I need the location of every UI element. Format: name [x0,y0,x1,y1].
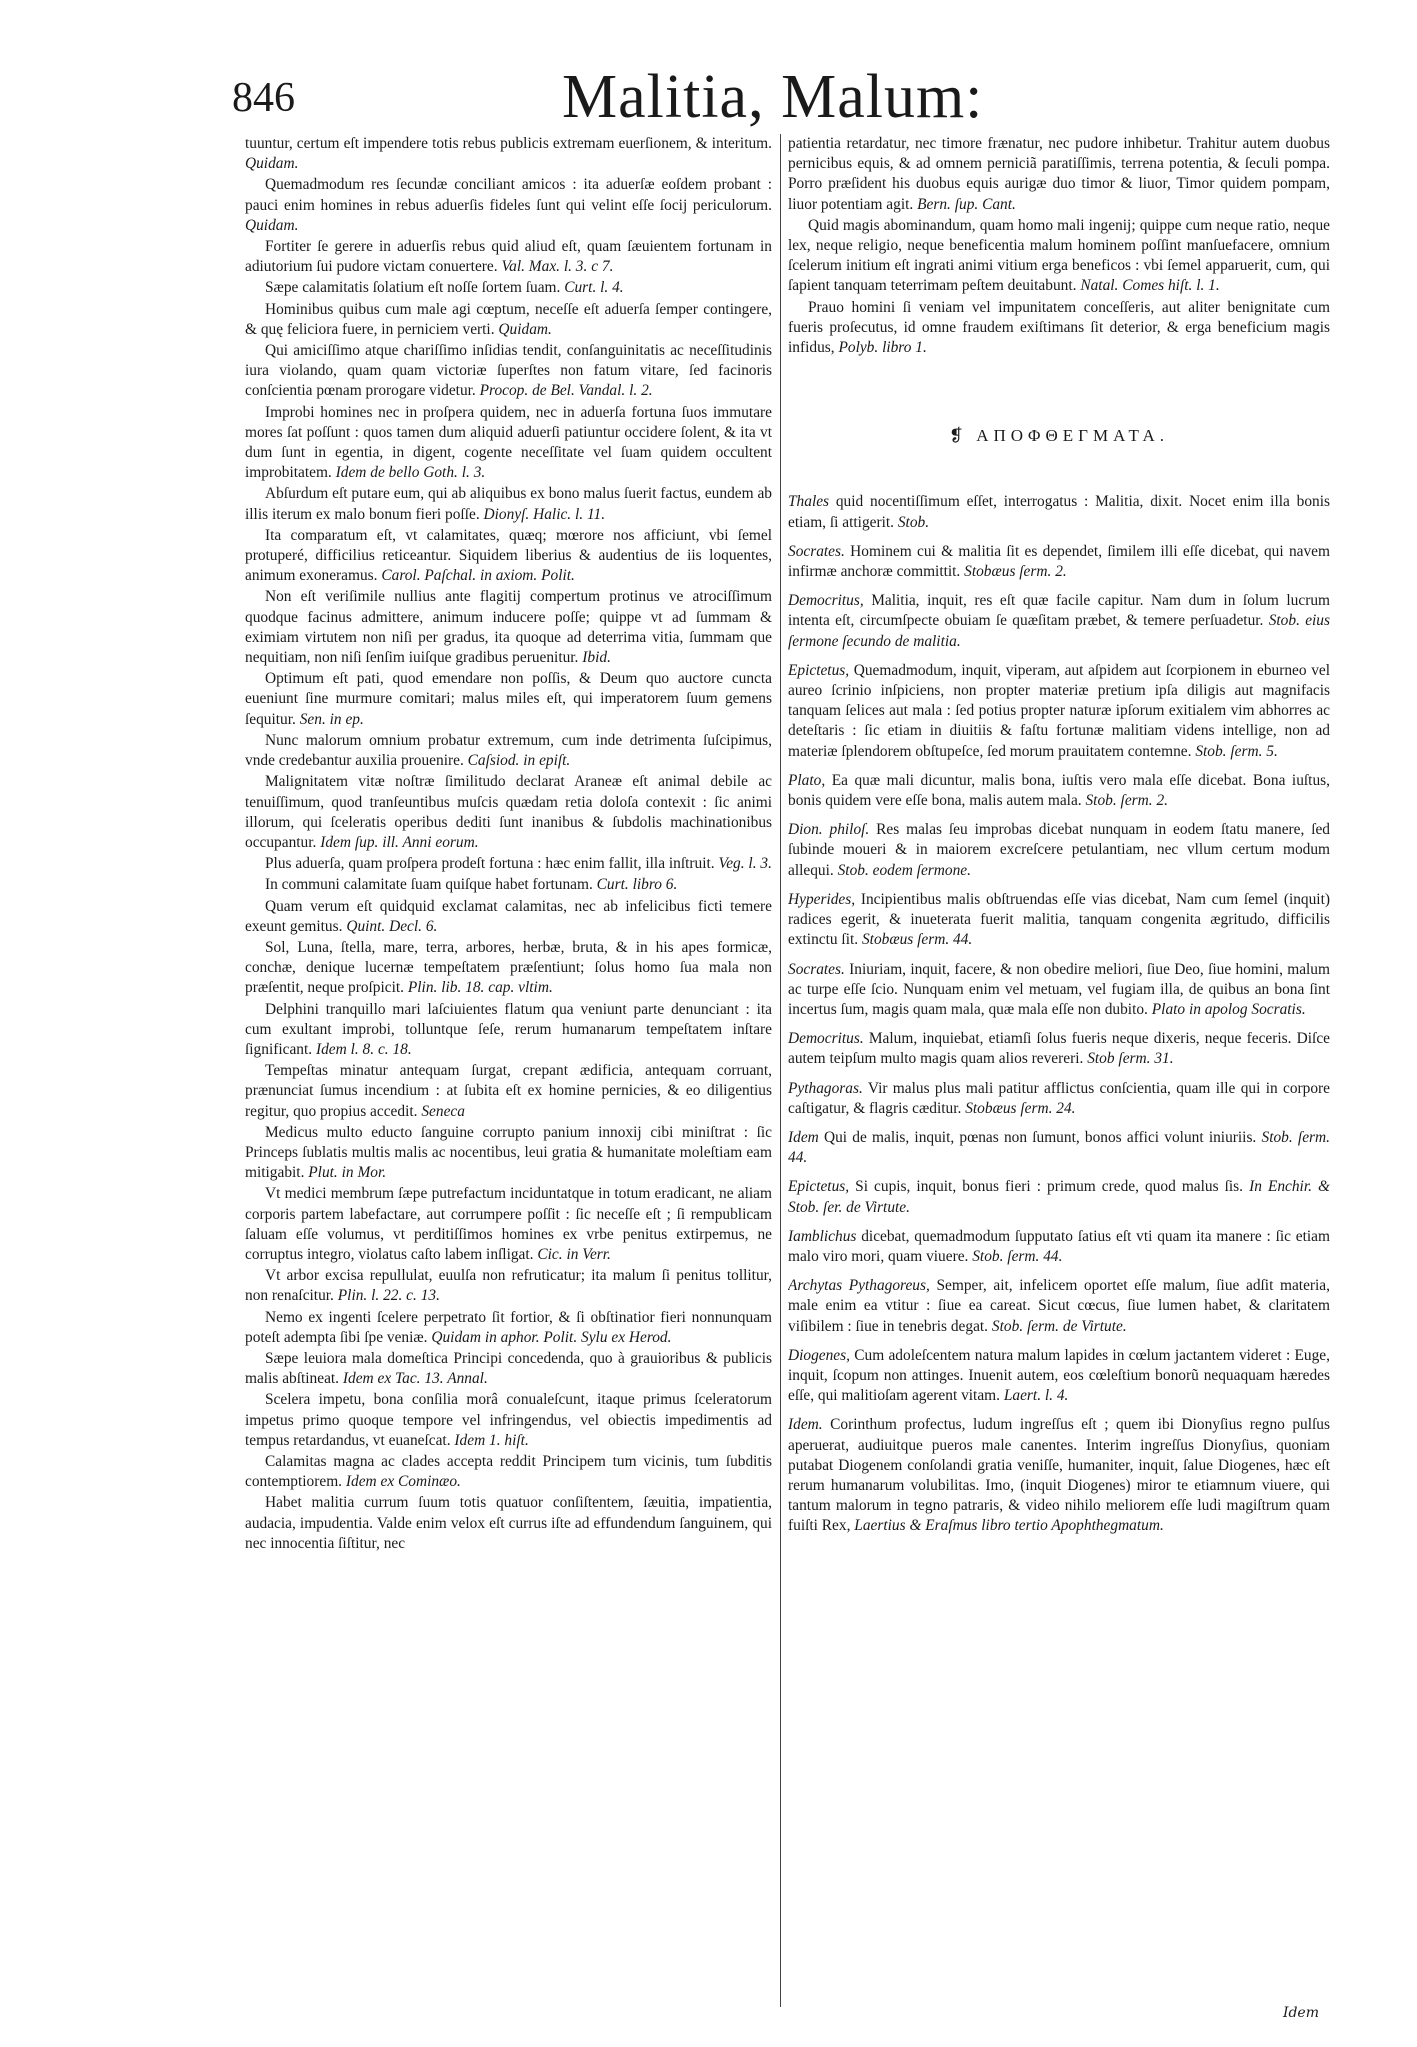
paragraph [245,731,772,771]
source-citation: Carol. Paſchal. in axiom. Polit. [381,567,575,585]
right-column-prose [788,134,1330,358]
speaker-name: Democritus, [788,592,864,610]
apophthegm [788,1415,1330,1536]
paragraph [245,175,772,236]
source-citation: Curt. l. 4. [564,279,624,297]
source-citation: Stobæus ſerm. 2. [964,563,1067,581]
section-heading-text: ΑΠΟΦΘΕΓΜΑΤΑ. [976,426,1170,446]
paragraph-text: Tempeſtas minatur antequam ſurgat, crepant ædificia, antequam corruant, prænunciat ſumus incendium : at ſubita eſt ex homine pernicies, & eo diligentius regitur, quo propius accedit. [245,1062,772,1120]
paragraph-text: Malignitatem vitæ noſtræ ſimilitudo declarat Araneæ eſt animal debile ac tenuiſſimum, quod tranſeuntibus muſcis quædam retia doloſa contexit : ſic animi illorum, qui ſceleratis operibus dediti ſunt inanibus & ſubdolis machinationibus occupantur. [245,773,772,851]
apophthegm [788,1276,1330,1337]
apophthegm [788,1346,1330,1407]
paragraph [788,298,1330,359]
paragraph-text: Delphini tranquillo mari laſciuientes flatum qua veniunt parte denunciant : ita cum exultant improbi, tolluntque ſeſe, rerum humanarum tempeſtatem inſtare ſignificant. [245,1000,772,1058]
paragraph [245,938,772,999]
source-citation: Idem l. 8. c. 18. [315,1040,412,1058]
apophthegm-list [788,492,1330,1536]
source-citation: Stob. ſerm. 44. [972,1247,1063,1265]
paragraph-text: Iniuriam, inquit, facere, & non obedire meliori, ſiue Deo, ſiue homini, malum ac turpe eſſe ſcio. Nunquam enim vel metuam, vel fugiam illa, de quibus an bona ſint incertus ſum, magis quam mala, quæ mala eſſe non dubito. [788,960,1330,1018]
source-citation: Idem ex Cominæo. [345,1473,461,1491]
paragraph-text: Scelera impetu, bona conſilia morâ conualeſcunt, itaque primus ſceleratorum impetus primo quoque tempore vel infringendus, vel obiectis impedimentis ad tempus retardandus, vt euaneſcat. [245,1391,772,1449]
source-citation: Stob ſerm. 31. [1087,1050,1174,1068]
source-citation: Idem 1. hiſt. [454,1431,529,1449]
paragraph-text: Nemo ex ingenti ſcelere perpetrato ſit fortior, & ſi obſtinatior fieri nonnunquam poteſt adempta ſibi ſpe veniæ. [245,1308,772,1346]
page-number: 846 [232,75,295,121]
paragraph [245,278,772,298]
paragraph [245,237,772,277]
source-citation: Stob. [897,513,930,531]
paragraph-text: Sæpe leuiora mala domeſtica Principi concedenda, quo à grauioribus & publicis malis abſtineat. [245,1349,772,1388]
speaker-name: Thales [788,493,830,511]
speaker-name: Archytas Pythagoreus, [788,1277,930,1295]
source-citation: Val. Max. l. 3. c 7. [501,258,614,276]
source-citation: Quidam. [245,155,299,173]
source-citation: Laert. l. 4. [1003,1387,1069,1405]
source-citation: Stob. ſerm. 44. [788,1128,1330,1167]
source-citation: Idem ex Tac. 13. Annal. [342,1370,488,1388]
paragraph [245,897,772,937]
paragraph-text: Incipientibus malis obſtruendas eſſe vias dicebat, Nam cum ſemel (inquit) radices egerit, & inueterata fuerit malitia, tanquam congenita ægritudo, difficilis extinctu ſit. [788,890,1330,949]
speaker-name: Idem [788,1128,819,1146]
paragraph [245,1349,772,1389]
source-citation: In Enchir. & Stob. ſer. de Virtute. [788,1178,1330,1216]
paragraph [245,484,772,524]
source-citation: Natal. Comes hiſt. l. 1. [1080,277,1220,295]
source-citation: Polyb. libro 1. [838,339,927,357]
paragraph-text: Ita comparatum eſt, vt calamitates, quæq; mœrore nos afficiunt, vbi ſemel protuperé, difficilius reticeantur. Siquidem liberius & audentius de iis loquentes, animum exoneramus. [245,526,772,585]
apophthegm [788,1227,1330,1267]
left-column [245,134,772,2017]
paragraph [245,1390,772,1451]
apophthegm [788,1128,1330,1168]
paragraph-text: Semper, ait, infelicem oportet eſſe malum, ſiue adſit materia, male enim ea vtitur : ſiue ea careat. Sicut cœcus, ſiue lumen habet, & claritatem viſibilem : ſiue in tenebris degat. [788,1277,1330,1335]
source-citation: Stob. eodem ſermone. [837,861,971,879]
apophthegm [788,1029,1330,1069]
paragraph-text: Sæpe calamitatis ſolatium eſt noſſe ſortem ſuam. [265,279,561,297]
running-title: Malitia, Malum: [562,63,984,131]
source-citation: Stob. eius ſermone ſecundo de malitia. [788,612,1330,650]
source-citation: Dionyſ. Halic. l. 11. [483,505,606,523]
paragraph-text: Si cupis, inquit, bonus fieri : primum crede, quod malus ſis. [855,1178,1244,1196]
apophthegm [788,771,1330,811]
paragraph [245,403,772,484]
paragraph-text: Res malas ſeu improbas dicebat nunquam in eodem ſtatu manere, ſed ſubinde moueri & in maiorem excreſcere petulantiam, nec vllum certum modum allequi. [788,821,1330,879]
apophthegm [788,492,1330,532]
speaker-name: Socrates. [788,542,845,560]
paragraph-text: Vt medici membrum ſæpe putrefactum inciduntatque in totum eradicant, ne aliam corporis partem labefactare, aut corrumpere poſſit : ſic neceſſe eſt ; ſi rempublicam ſaluam eſſe volumus, vt perditiſſimos homines ex vrbe penitus extirpemus, ne corruptus integro, violatus caſto labem inſligat. [245,1185,772,1263]
source-citation: Laertius & Eraſmus libro tertio Apophthegmatum. [854,1517,1164,1535]
source-citation: Stobæus ſerm. 24. [965,1099,1076,1117]
paragraph [245,854,772,874]
speaker-name: Dion. philoſ. [788,821,870,839]
paragraph-text: Medicus multo educto ſanguine corrupto panium innoxij cibi miniſtrat : ſic Princeps ſublatis multis malis ac nocentibus, leui gratia & humanitate moleſtiam eam mitigabit. [245,1123,772,1182]
paragraph [245,1123,772,1184]
paragraph [245,341,772,402]
paragraph [788,134,1330,215]
source-citation: Stob. ſerm. de Virtute. [991,1317,1127,1335]
paragraph-text: Cum adoleſcentem natura malum lapides in cœlum jactantem videret : Euge, inquit, ſcopum non attinges. Inuenit autem, eos cœleſtium bonorũ nequaquam hæredes eſſe, qui malitioſam agerent vitam. [788,1346,1330,1405]
paragraph-text: Plus aduerſa, quam proſpera prodeſt fortuna : hæc enim fallit, illa inſtruit. [265,855,715,873]
paragraph [245,1452,772,1492]
section-heading [788,426,1330,446]
paragraph-text: Improbi homines nec in proſpera quidem, nec in aduerſa fortuna ſuos immutare mores ſat poſſunt : quos tamen dum aliquid aduerſi patiuntur occidere ſolent, & ita vt dum ſunt in egentia, in digent, cogente neceſſitate vel ſuam quidem occultent improbitatem. [245,403,772,482]
paragraph [245,1266,772,1306]
paragraph-text: Malum, inquiebat, etiamſi ſolus fueris neque dixeris, neque feceris. Diſce autem teipſum multo magis quam alios revereri. [788,1030,1330,1068]
source-citation: Sen. in ep. [299,710,364,728]
paragraph-text: Vt arbor excisa repullulat, euulſa non refruticatur; ita malum ſi penitus tollitur, non renaſcitur. [245,1267,772,1305]
paragraph-text: quid nocentiſſimum eſſet, interrogatus : Malitia, dixit. Nocet enim illa bonis etiam, ſi attigerit. [788,493,1330,531]
source-citation: Quint. Decl. 6. [346,917,438,935]
paragraph-text: Non eſt veriſimile nullius ante flagitij compertum protinus ve atrociſſimum quodque facinus admittere, animum inducere poſſe; quippe vt ad ſummam & eximiam virtutem non niſi per gradus, ita quoque ad deterrima vitia, ſummam que nequitiam, non niſi ſenſim iuiſque gradibus peruenitur. [245,588,772,667]
paragraph [245,772,772,853]
paragraph-text: Sol, Luna, ſtella, mare, terra, arbores, herbæ, bruta, & in his apes formicæ, conchæ, denique lucernæ tempeſtatem præſentiunt; ſolus homo ſua mala non præſentit, neque proſpicit. [245,938,772,997]
source-citation: Plato in apolog Socratis. [1151,1000,1306,1018]
source-citation: Procop. de Bel. Vandal. l. 2. [479,382,653,400]
pilcrow-icon: ❡ [948,426,969,446]
speaker-name: Epictetus, [788,661,850,679]
paragraph-text: tuuntur, certum eſt impendere totis rebus publicis extremam euerſionem, & interitum. [245,135,772,152]
paragraph-text: Qui de malis, inquit, pœnas non ſumunt, bonos affici volunt iniuriis. [824,1128,1257,1146]
paragraph-text: Qui amiciſſimo atque chariſſimo inſidias tendit, conſanguinitatis ac neceſſitudinis iura violando, quam quam victoriæ ſuperſtes non fatum vitare, ſed facinoris conſcientia pœnam prorogare videtur. [245,342,772,400]
paragraph-text: Calamitas magna ac clades accepta reddit Principem tum vicinis, tum ſubditis contemptiorem. [245,1453,772,1491]
apophthegm [788,820,1330,881]
source-citation: Quidam. [245,216,299,234]
column-divider [780,134,781,2007]
paragraph [245,300,772,340]
paragraph [788,216,1330,297]
source-citation: Stob. ſerm. 2. [1085,792,1168,810]
paragraph [245,1184,772,1265]
apophthegm [788,661,1330,762]
source-citation: Plin. lib. 18. cap. vltim. [407,979,553,997]
paragraph [245,1000,772,1061]
paragraph [245,134,772,174]
paragraph-text: patientia retardatur, nec timore frænatur, nec pudore inhibetur. Trahitur autem duobus pernicibus equis, & ad omnem perniciã paratiſſimis, terrena potentia, & ſeculi pompa. Porro præſident his duobus equis aurigæ duo timor & liuor, Timor quidem pompam, liuor potentiam agit. [788,135,1330,213]
paragraph-text: Malitia, inquit, res eſt quæ facile capitur. Nam dum in ſolum lucrum intenta eſt, circumſpecte obuiam ſe quæſitam præbet, & temere perſuadetur. [788,592,1330,630]
catchword: Idem [1282,2005,1319,2021]
paragraph-text: In communi calamitate ſuam quiſque habet fortunam. [265,876,593,894]
paragraph-text: Ea quæ mali dicuntur, malis bona, iuſtis vero mala eſſe dicebat. Bona iuſtus, bonis quidem vere eſſe bona, malis autem mala. [788,771,1330,810]
source-citation: Idem ſup. ill. Anni eorum. [320,833,479,851]
apophthegm [788,591,1330,652]
source-citation: Cic. in Verr. [537,1245,611,1263]
source-citation: Curt. libro 6. [596,876,678,894]
speaker-name: Diogenes, [788,1346,850,1364]
speaker-name: Iamblichus [788,1227,857,1245]
speaker-name: Plato, [788,771,826,789]
paragraph [245,526,772,587]
apophthegm [788,1079,1330,1119]
paragraph [245,669,772,730]
paragraph-text: Quid magis abominandum, quam homo mali ingenij; quippe cum neque ratio, neque lex, neque religio, neque beneficentia malum hominem poſſint manſuefacere, omnium ſcelerum initium eſt ingrati animi vitium erga beneficos : vbi ſemel apparuerit, cum, qui ſapient tanquam teterrimam peſtem deuitabunt. [788,216,1330,295]
paragraph [245,587,772,668]
source-citation: Plin. l. 22. c. 13. [337,1287,440,1305]
source-citation: Idem de bello Goth. l. 3. [335,464,486,482]
source-citation: Seneca [421,1102,465,1120]
apophthegm [788,542,1330,582]
paragraph-text: Quemadmodum res ſecundæ conciliant amicos : ita aduerſæ eoſdem probant : pauci enim homines in rebus aduerſis fideles ſunt qui velint eſſe ſocij periculorum. [245,176,772,214]
paragraph-text: Fortiter ſe gerere in aduerſis rebus quid aliud eſt, quam ſæuientem fortunam in adiutorium ſui pudore victam conuertere. [245,238,772,276]
speaker-name: Epictetus, [788,1178,850,1196]
source-citation: Bern. ſup. Cant. [917,195,1016,213]
paragraph-text: Hominem cui & malitia ſit es dependet, ſimilem illi eſſe dicebat, qui navem infirmæ anchoræ committit. [788,542,1330,581]
source-citation: Stobæus ſerm. 44. [861,931,973,949]
speaker-name: Hyperides, [788,890,856,908]
paragraph-text: Quam verum eſt quidquid exclamat calamitas, nec ab infelicibus ficti temere exeunt gemitus. [245,897,772,935]
source-citation: Veg. l. 3. [718,855,772,873]
source-citation: Ibid. [582,649,611,667]
paragraph-text: Vir malus plus mali patitur afflictus conſcientia, quam ille qui in corpore caſtigatur, & flagris cæditur. [788,1079,1330,1117]
paragraph-text: Nunc malorum omnium probatur extremum, cum inde detrimenta ſuſcipimus, vnde credebantur auxilia prouenire. [245,731,772,770]
paragraph-text: Quemadmodum, inquit, viperam, aut aſpidem aut ſcorpionem in eburneo vel aureo ſcrinio inſpiciens, non propter materiæ pretium ipſa diligis aut magnifacis tanquam ſelices aut mala : ſed potius propter naturæ ipſorum exitialem vim abhorres ac deteſtaris : ſic etiam in diuitiis & faſtu fortunæ malitiam videns intellige, non ad materiæ ſplendorem obſtupeſce, ſed morum prauitatem contemne. [788,661,1330,760]
right-column [788,134,1330,2017]
page-header [232,62,1132,142]
paragraph-text: Abſurdum eſt putare eum, qui ab aliquibus ex bono malus ſuerit factus, eundem ab illis iterum ex malo bonum fieri poſſe. [245,485,772,523]
speaker-name: Socrates. [788,960,845,978]
apophthegm [788,960,1330,1021]
paragraph [245,875,772,895]
paragraph-text: Corinthum profectus, ludum ingreſſus eſt ; quem ibi Dionyſius regno pulſus aperuerat, audiuitque pueros male canentes. Interim ingreſſus Dionyſius, quoniam putabat Diogenem conſolandi gratia veniſſe, humaniter, inquit, ſalue Diogenes, hæc eſt rerum humanarum volubilitas. Imo, (inquit Diogenes) miror te etiamnum viuere, qui tantum malorum in tegno patraris, & video nihilo meliorem eſſe ludi magiſtrum quam fuiſti Rex, [788,1416,1330,1535]
source-citation: Quidam. [498,320,552,338]
source-citation: Stob. ſerm. 5. [1195,742,1278,760]
source-citation: Caſsiod. in epiſt. [467,752,571,770]
paragraph-text: Habet malitia currum ſuum totis quatuor conſiſtentem, ſæuitia, impatientia, audacia, impudentia. Valde enim velox eſt currus iſte ad effundendum ſanguinem, qui nec innocentia ſiſtitur, nec [245,1494,772,1552]
paragraph-text: dicebat, quemadmodum ſupputato ſatius eſt vti quam ita manere : ſic etiam malo viro mori, quam viuere. [788,1227,1330,1265]
paragraph-text: Prauo homini ſi veniam vel impunitatem conceſſeris, aut aliter benignitate cum fueris proſecutus, id omne fraudem exiſtimans ſit deterior, & erga beneficium magis infidus, [788,298,1330,357]
paragraph-text: Hominibus quibus cum male agi cœptum, neceſſe eſt aduerſa ſemper contingere, & quę feliciora fuere, in perniciem verti. [245,300,772,338]
speaker-name: Democritus. [788,1030,864,1048]
paragraph [245,1493,772,1554]
speaker-name: Pythagoras. [788,1079,863,1097]
apophthegm [788,890,1330,951]
paragraph [245,1308,772,1348]
paragraph-text: Optimum eſt pati, quod emendare non poſſis, & Deum quo auctore cuncta eueniunt ſine murmure comitari; malus miles eſt, qui imperatorem ſuum gemens ſequitur. [245,670,772,728]
source-citation: Plut. in Mor. [308,1164,387,1182]
speaker-name: Idem. [788,1416,823,1434]
apophthegm [788,1177,1330,1217]
source-citation: Quidam in aphor. Polit. Sylu ex Herod. [431,1328,672,1346]
paragraph [245,1061,772,1122]
